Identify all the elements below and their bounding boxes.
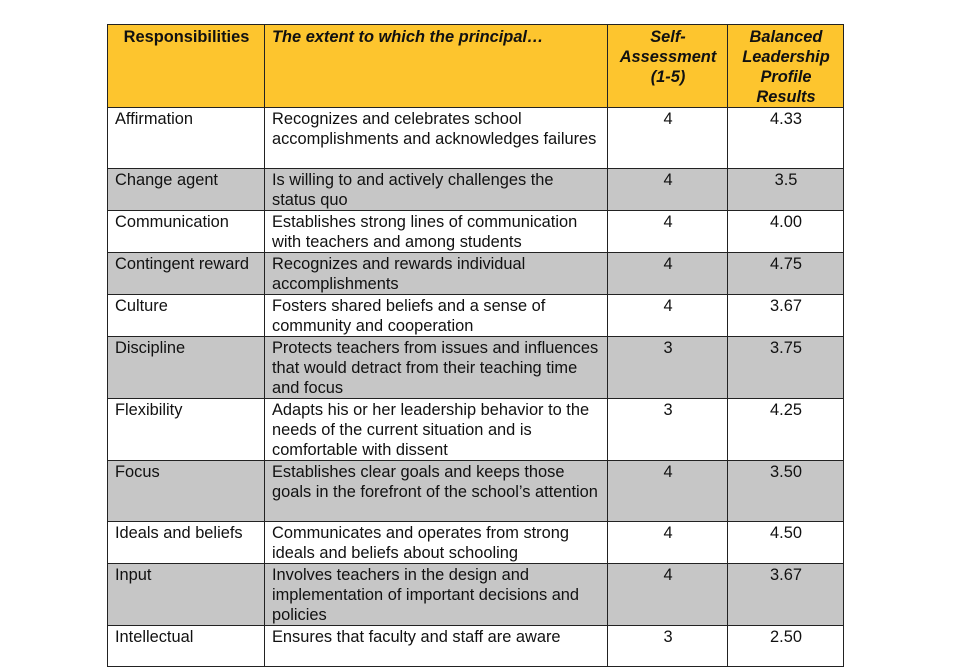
blp-result-cell: 3.5: [728, 169, 844, 211]
table-row: [108, 461, 844, 522]
responsibility-cell: Change agent: [108, 169, 265, 211]
self-assessment-cell: 3: [608, 626, 728, 667]
table-row: [108, 253, 844, 295]
blp-result-cell: 3.50: [728, 461, 844, 522]
responsibility-cell: Discipline: [108, 337, 265, 399]
responsibility-cell: Affirmation: [108, 108, 265, 169]
responsibility-cell: Culture: [108, 295, 265, 337]
self-assessment-cell: 4: [608, 522, 728, 564]
table-row: [108, 295, 844, 337]
blp-result-cell: 4.25: [728, 399, 844, 461]
blp-result-cell: 2.50: [728, 626, 844, 667]
table-header-row: [108, 25, 844, 108]
extent-cell: Ensures that faculty and staff are aware: [265, 626, 608, 667]
table-row: [108, 399, 844, 461]
extent-cell: Adapts his or her leadership behavior to the needs of the current situation and is comfortable with dissent: [265, 399, 608, 461]
extent-cell: Involves teachers in the design and implementation of important decisions and policies: [265, 564, 608, 626]
blp-result-cell: 4.00: [728, 211, 844, 253]
blp-result-cell: 3.67: [728, 295, 844, 337]
self-assessment-cell: 4: [608, 461, 728, 522]
extent-cell: Recognizes and celebrates school accomplishments and acknowledges failures: [265, 108, 608, 169]
blp-result-cell: 4.33: [728, 108, 844, 169]
blp-result-cell: 4.75: [728, 253, 844, 295]
responsibility-cell: Intellectual: [108, 626, 265, 667]
header-blp-results: Balanced Leadership Profile Results: [728, 25, 844, 108]
extent-cell: Establishes clear goals and keeps those goals in the forefront of the school’s attention: [265, 461, 608, 522]
extent-cell: Protects teachers from issues and influences that would detract from their teaching time and focus: [265, 337, 608, 399]
self-assessment-cell: 4: [608, 169, 728, 211]
self-assessment-cell: 3: [608, 399, 728, 461]
responsibility-cell: Communication: [108, 211, 265, 253]
table-row: [108, 211, 844, 253]
extent-cell: Recognizes and rewards individual accomplishments: [265, 253, 608, 295]
extent-cell: Establishes strong lines of communication with teachers and among students: [265, 211, 608, 253]
responsibility-cell: Flexibility: [108, 399, 265, 461]
responsibility-cell: Ideals and beliefs: [108, 522, 265, 564]
header-extent: The extent to which the principal…: [265, 25, 608, 108]
table-row: [108, 522, 844, 564]
extent-cell: Is willing to and actively challenges the status quo: [265, 169, 608, 211]
table-row: [108, 108, 844, 169]
responsibility-cell: Input: [108, 564, 265, 626]
self-assessment-cell: 4: [608, 564, 728, 626]
self-assessment-cell: 3: [608, 337, 728, 399]
blp-result-cell: 3.75: [728, 337, 844, 399]
table-row: [108, 626, 844, 667]
responsibility-cell: Focus: [108, 461, 265, 522]
responsibilities-table: [107, 24, 844, 667]
self-assessment-cell: 4: [608, 211, 728, 253]
header-self-assessment: Self-Assessment (1-5): [608, 25, 728, 108]
table-row: [108, 564, 844, 626]
header-responsibilities: Responsibilities: [108, 25, 265, 108]
blp-result-cell: 4.50: [728, 522, 844, 564]
extent-cell: Fosters shared beliefs and a sense of community and cooperation: [265, 295, 608, 337]
self-assessment-cell: 4: [608, 108, 728, 169]
table-row: [108, 337, 844, 399]
table-row: [108, 169, 844, 211]
extent-cell: Communicates and operates from strong ideals and beliefs about schooling: [265, 522, 608, 564]
self-assessment-cell: 4: [608, 295, 728, 337]
responsibility-cell: Contingent reward: [108, 253, 265, 295]
blp-result-cell: 3.67: [728, 564, 844, 626]
self-assessment-cell: 4: [608, 253, 728, 295]
